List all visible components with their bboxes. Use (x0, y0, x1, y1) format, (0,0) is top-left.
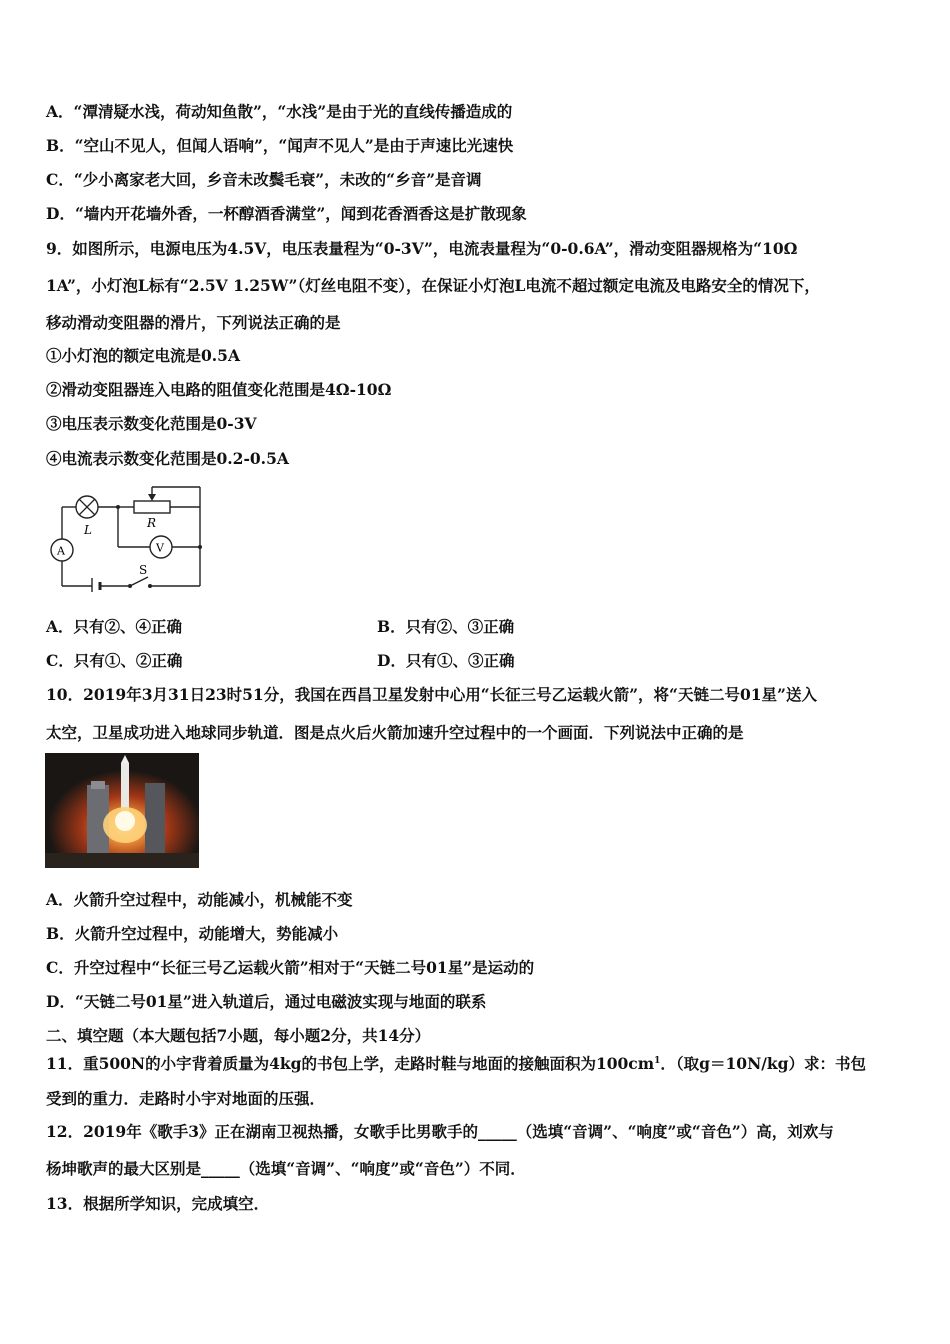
q9-statement-4: ④电流表示数变化范围是0.2-0.5A (46, 449, 289, 468)
q8-option-b: B．“空山不见人，但闻人语响”，“闻声不见人”是由于声速比光速快 (46, 136, 514, 155)
voltmeter-symbol (150, 536, 172, 558)
lamp-label: L (84, 523, 92, 537)
q9-option-a: A．只有②、④正确 (46, 617, 183, 636)
q9-statement-2: ②滑动变阻器连入电路的阻值变化范围是4Ω-10Ω (46, 380, 392, 399)
battery-symbol (92, 578, 100, 592)
q10-option-c: C．升空过程中“长征三号乙运载火箭”相对于“天链二号01星”是运动的 (46, 958, 535, 977)
lamp-symbol (76, 496, 98, 518)
q10-option-a: A．火箭升空过程中，动能减小，机械能不变 (46, 890, 353, 909)
q10-stem-line2: 太空，卫星成功进入地球同步轨道．图是点火后火箭加速升空过程中的一个画面．下列说法中正确的是 (46, 723, 744, 742)
rocket-launch-photo (45, 753, 199, 868)
q9-option-d: D．只有①、③正确 (377, 651, 515, 670)
rheostat-symbol (134, 487, 170, 513)
switch-label: S (139, 563, 148, 577)
ammeter-symbol (51, 539, 73, 561)
q9-statement-1: ①小灯泡的额定电流是0.5A (46, 346, 240, 365)
q10-option-b: B．火箭升空过程中，动能增大，势能减小 (46, 924, 339, 943)
ammeter-label: A (57, 544, 65, 558)
q8-option-d: D．“墙内开花墙外香，一杯醇酒香满堂”，闻到花香酒香这是扩散现象 (46, 204, 527, 223)
q9-statement-3: ③电压表示数变化范围是0-3V (46, 414, 257, 433)
rheostat-label: R (147, 516, 157, 530)
junction-dot (116, 505, 120, 509)
q9-stem-line1: 9．如图所示，电源电压为4.5V，电压表量程为“0-3V”，电流表量程为“0-0.6A”，滑动变阻器规格为“10Ω (46, 239, 798, 258)
q13-line: 13．根据所学知识，完成填空． (46, 1194, 270, 1213)
q9-option-b: B．只有②、③正确 (377, 617, 515, 636)
q9-option-c: C．只有①、②正确 (46, 651, 183, 670)
q11-superscript: 1 (654, 1056, 661, 1066)
section-2-heading: 二、填空题（本大题包括7小题，每小题2分，共14分） (46, 1026, 431, 1045)
q11-line1 (46, 1051, 866, 1074)
switch-symbol (128, 577, 152, 588)
q11-line1-text: 11．重500N的小宇背着质量为4kg的书包上学，走路时鞋与地面的接触面积为100cm (46, 1054, 655, 1074)
q8-option-a: A．“潭清疑水浅，荷动知鱼散”，“水浅”是由于光的直线传播造成的 (46, 102, 513, 121)
q11-line1-end: ．（取g＝10N/kg）求：书包 (660, 1054, 866, 1074)
q8-option-c: C．“少小离家老大回，乡音未改鬓毛衰”，未改的“乡音”是音调 (46, 170, 482, 189)
q12-line2: 杨坤歌声的最大区别是_____（选填“音调”、“响度”或“音色”）不同． (46, 1159, 526, 1178)
circuit-diagram (44, 482, 209, 592)
q10-stem-line1: 10．2019年3月31日23时51分，我国在西昌卫星发射中心用“长征三号乙运载火箭”，将“天链二号01星”送入 (46, 685, 817, 704)
voltmeter-label: V (156, 541, 164, 555)
q9-stem-line3: 移动滑动变阻器的滑片，下列说法正确的是 (46, 313, 341, 332)
q10-option-d: D．“天链二号01星”进入轨道后，通过电磁波实现与地面的联系 (46, 992, 487, 1011)
q12-line1: 12．2019年《歌手3》正在湖南卫视热播，女歌手比男歌手的_____（选填“音调”、“响度”或“音色”）高，刘欢与 (46, 1122, 834, 1141)
q9-stem-line2: 1A”，小灯泡L标有“2.5V 1.25W”（灯丝电阻不变），在保证小灯泡L电流不超过额定电流及电路安全的情况下， (46, 276, 820, 295)
junction-dot (198, 545, 202, 549)
q11-line2: 受到的重力．走路时小宇对地面的压强． (46, 1089, 326, 1108)
